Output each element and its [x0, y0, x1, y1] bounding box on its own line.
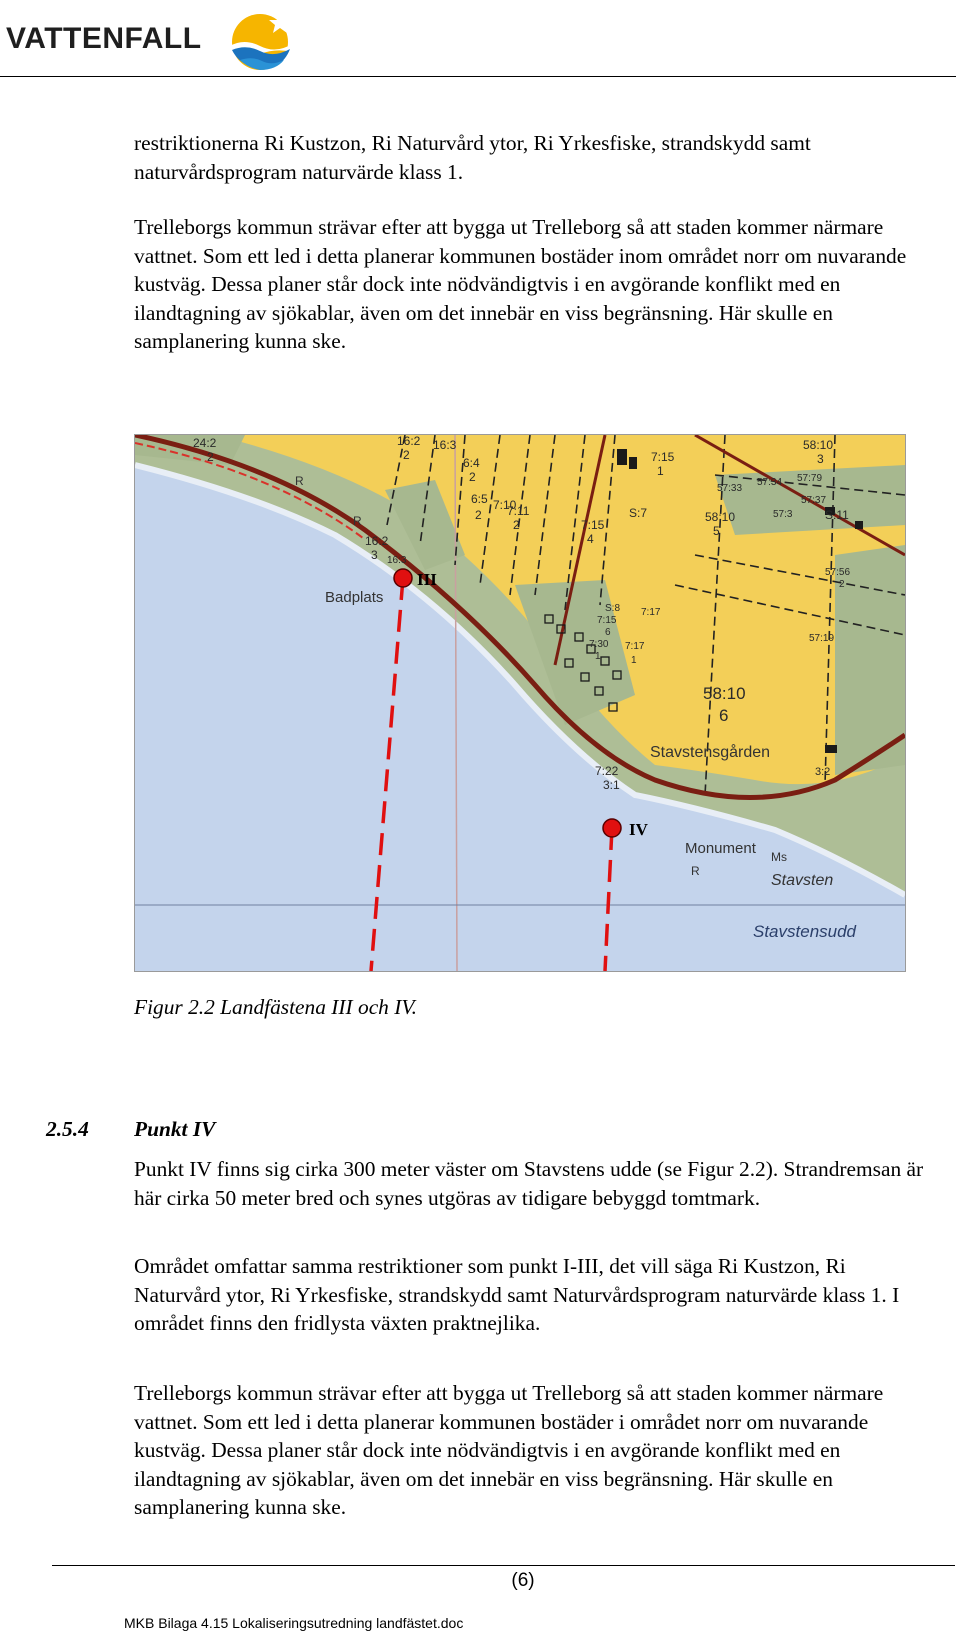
figure-caption: Figur 2.2 Landfästena III och IV.	[134, 995, 418, 1019]
label-stavstensudde: Stavstensudd	[753, 922, 857, 941]
parcel-label: 3	[371, 548, 378, 562]
parcel-label: 58:10	[703, 684, 746, 703]
page-number: (6)	[511, 1570, 535, 1591]
parcel-label: 1	[631, 655, 637, 666]
parcel-label: 7:17	[641, 607, 661, 618]
label-stavstensgarden: Stavstensgården	[650, 744, 771, 761]
paragraph-restrictions: restriktionerna Ri Kustzon, Ri Naturvård ytor, Ri Yrkesfiske, strandskydd samt naturvårdsprogram naturvärde klass 1.	[134, 131, 811, 184]
parcel-label: 2	[469, 470, 476, 484]
paragraph-trelleborg-plans: Trelleborgs kommun strävar efter att bygga ut Trelleborg så att staden kommer närmare vattnet. Som ett led i detta planerar kommunen bostäder inom området norr om nuvarande kustväg. Dessa planer står dock inte nödvändigtvis i en avgörande konflikt med en ilandtagning av sjökablar, även om det innebär en viss begränsning. Här skulle en samplanering kunna ske.	[134, 215, 907, 353]
parcel-label: 7:30	[589, 639, 609, 650]
parcel-label: 2	[513, 518, 520, 532]
label-r: R	[295, 474, 304, 488]
label-ms: Ms	[771, 850, 787, 864]
label-badplats: Badplats	[325, 589, 384, 606]
parcel-label: S:7	[629, 506, 648, 520]
parcel-label: 57:56	[825, 567, 851, 578]
parcel-label: 3:2	[815, 766, 831, 778]
parcel-label: 5	[713, 524, 720, 538]
paragraph-punkt-iv-location: Punkt IV finns sig cirka 300 meter väster om Stavstens udde (se Figur 2.2). Strandremsan är här cirka 50 meter bred och synes utgöras av tidigare bebyggd tomtmark.	[134, 1157, 924, 1210]
parcel-label: 2	[207, 450, 214, 464]
parcel-label: 57:3	[773, 509, 793, 520]
section-number: 2.5.4	[46, 1117, 89, 1141]
parcel-label: 58:10	[803, 438, 834, 452]
parcel-label: 57:34	[757, 477, 783, 488]
vattenfall-logo-icon	[226, 4, 296, 74]
parcel-label: 6:4	[463, 456, 480, 470]
parcel-label: 2	[475, 508, 482, 522]
document-filename: MKB Bilaga 4.15 Lokaliseringsutredning landfästet.doc	[124, 1615, 464, 1631]
label-r: R	[691, 864, 700, 878]
parcel-label: 16:3	[387, 555, 407, 566]
parcel-label: 6	[605, 627, 611, 638]
parcel-label: S:11	[825, 508, 849, 522]
parcel-label: 57:19	[809, 633, 835, 644]
label-stavsten: Stavsten	[771, 872, 834, 889]
parcel-label: 7:22	[595, 764, 619, 778]
parcel-label: S:8	[605, 603, 621, 614]
landing-point-iv	[603, 819, 621, 837]
parcel-label: 7:15	[651, 450, 675, 464]
parcel-label: 4	[587, 532, 594, 546]
parcel-label: 1	[595, 651, 601, 662]
header-divider	[0, 76, 956, 77]
parcel-label: 6	[719, 706, 729, 725]
parcel-label: 2	[839, 579, 845, 590]
parcel-label: 16:2	[397, 435, 421, 448]
parcel-label: 6:5	[471, 492, 488, 506]
section-title: Punkt IV	[134, 1117, 216, 1141]
page-header	[0, 0, 960, 80]
vattenfall-logo-text: VATTENFALL	[6, 22, 202, 55]
footer-divider	[52, 1565, 955, 1566]
parcel-label: 3	[817, 452, 824, 466]
parcel-label: 16:3	[433, 438, 457, 452]
landing-point-iii	[394, 569, 412, 587]
parcel-label: 57:79	[797, 473, 823, 484]
parcel-label: 1	[657, 464, 664, 478]
label-r: R	[353, 514, 362, 528]
parcel-label: 2	[403, 448, 410, 462]
parcel-label: 7:15	[581, 518, 605, 532]
parcel-label: 58:10	[705, 510, 736, 524]
parcel-label: 7:17	[625, 641, 645, 652]
coastal-map	[135, 435, 905, 971]
paragraph-trelleborg-plans-iv: Trelleborgs kommun strävar efter att bygga ut Trelleborg så att staden kommer närmare vattnet. Som ett led i detta planerar kommunen bostäder i området norr om nuvarande kustväg. Dessa planer står dock inte nödvändigtvis i en avgörande konflikt med en ilandtagning av sjökablar, även om det innebär en viss begränsning. Här skulle en samplanering kunna ske.	[134, 1381, 884, 1519]
label-point-iii: III	[417, 570, 437, 589]
parcel-label: 7:15	[597, 615, 617, 626]
map-figure	[134, 434, 906, 972]
paragraph-restrictions-iv: Området omfattar samma restriktioner som punkt I-III, det vill säga Ri Kustzon, Ri Naturvård ytor, Ri Yrkesfiske, strandskydd samt Naturvårdsprogram naturvärde klass 1. I området finns den fridlysta växten praktnejlika.	[134, 1254, 900, 1335]
label-point-iv: IV	[629, 820, 648, 839]
parcel-label: 3:1	[603, 778, 620, 792]
parcel-label: 7:10	[493, 498, 517, 512]
parcel-label: 16:2	[365, 534, 389, 548]
parcel-label: 57:37	[801, 495, 827, 506]
parcel-label: 57:33	[717, 483, 743, 494]
parcel-label: 7:11	[507, 504, 530, 518]
label-monument: Monument	[685, 840, 756, 857]
parcel-label: 24:2	[193, 436, 217, 450]
